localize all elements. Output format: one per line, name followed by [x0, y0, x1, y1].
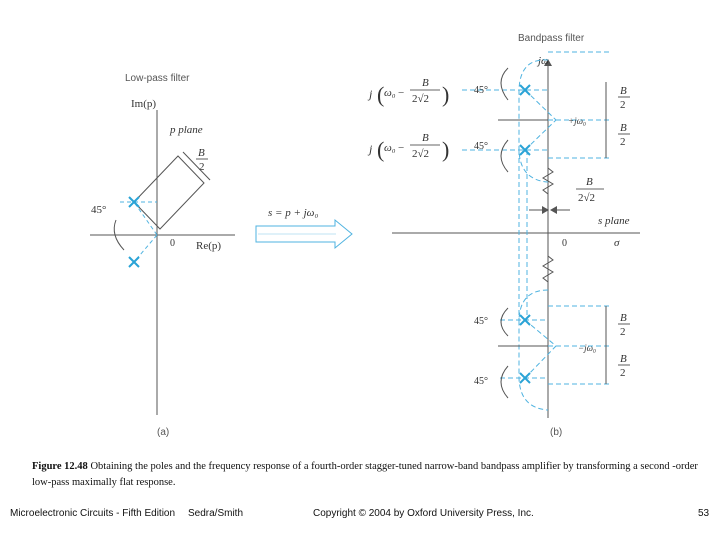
svg-text:2: 2 — [620, 367, 626, 379]
svg-text:(: ( — [377, 82, 385, 107]
svg-text:2√2: 2√2 — [412, 148, 430, 160]
panel-a-title: Low-pass filter — [125, 73, 190, 84]
caption-text: Obtaining the poles and the frequency response of a fourth-order stagger-tuned narrow-band bandpass amplifier by transforming a second -order low-pass maximally flat response. — [32, 461, 698, 488]
panel-a-dim-num: B — [198, 147, 205, 159]
caption-figure-label: Figure 12.48 — [32, 461, 88, 472]
panel-b-angle-arc-1 — [501, 68, 508, 100]
panel-a-dim-den: 2 — [199, 161, 205, 173]
panel-b-angle-arc-4 — [501, 366, 508, 398]
footer-copyright: Copyright © 2004 by Oxford University Press, Inc. — [313, 508, 534, 519]
panel-b-neg-jw0-label: −jω₀ — [578, 343, 597, 353]
panel-a-x-axis-label: Re(p) — [196, 240, 222, 252]
panel-b-y-axis-label: jω — [538, 55, 549, 67]
panel-b-angle-2: 45° — [474, 141, 488, 152]
panel-b-lower-circle — [519, 290, 548, 410]
panel-b-sub-label: (b) — [550, 427, 563, 438]
panel-b-pole-expr-lower — [367, 132, 449, 162]
panel-a-box — [134, 156, 204, 229]
panel-b-half-b-upper-1 — [618, 85, 630, 111]
figure-caption — [32, 459, 704, 491]
svg-text:2√2: 2√2 — [578, 192, 596, 204]
panel-b — [367, 33, 640, 438]
transform-label: s = p + jω₀ — [268, 207, 319, 219]
svg-text:(: ( — [377, 137, 385, 162]
panel-b-pole-expr-upper — [367, 77, 449, 107]
panel-a-dash-radial-upper — [134, 202, 157, 235]
footer-authors: Sedra/Smith — [188, 508, 244, 519]
panel-a-plane-label: p plane — [170, 124, 203, 136]
svg-text:2: 2 — [620, 326, 626, 338]
footer-page-number: 53 — [698, 508, 710, 519]
panel-a-y-axis-label: Im(p) — [131, 98, 157, 110]
svg-text:B: B — [620, 85, 627, 97]
panel-a-angle-label: 45° — [91, 204, 107, 216]
panel-a-sub-label: (a) — [157, 427, 170, 438]
panel-b-angle-arc-2 — [501, 140, 508, 172]
svg-text:j: j — [369, 142, 373, 156]
panel-b-title: Bandpass filter — [518, 33, 585, 44]
footer-book-title: Microelectronic Circuits - Fifth Edition — [10, 508, 176, 519]
panel-b-upper-circle — [519, 60, 548, 182]
svg-text:): ) — [442, 82, 450, 107]
svg-text:B: B — [620, 312, 627, 324]
svg-text:B: B — [422, 132, 429, 144]
svg-text:B: B — [422, 77, 429, 89]
panel-b-x-axis-label: σ — [614, 237, 620, 249]
svg-text:−: − — [398, 87, 405, 99]
svg-text:ω₀: ω₀ — [384, 87, 396, 99]
panel-a-origin-label: 0 — [170, 238, 175, 249]
panel-b-half-b-lower-1 — [618, 312, 630, 338]
svg-text:B: B — [620, 122, 627, 134]
svg-text:2: 2 — [620, 99, 626, 111]
svg-text:ω₀: ω₀ — [384, 142, 396, 154]
panel-b-jw0-label: +jω₀ — [568, 116, 587, 126]
panel-b-sigma-offset — [529, 168, 604, 282]
panel-b-half-b-lower-2 — [618, 353, 630, 379]
panel-b-angle-arc-3 — [501, 308, 508, 336]
svg-text:−: − — [398, 142, 405, 154]
transform-arrow — [256, 207, 352, 248]
panel-b-plane-label: s plane — [598, 215, 630, 227]
svg-text:B: B — [620, 353, 627, 365]
panel-b-angle-1: 45° — [474, 85, 488, 96]
panel-b-half-b-upper-2 — [618, 122, 630, 148]
svg-text:2: 2 — [620, 136, 626, 148]
svg-text:j: j — [369, 87, 373, 101]
panel-b-origin-label: 0 — [562, 238, 567, 249]
panel-b-angle-4: 45° — [474, 376, 488, 387]
svg-text:B: B — [586, 176, 593, 188]
panel-a-pole-lower — [129, 257, 139, 267]
panel-b-angle-3: 45° — [474, 316, 488, 327]
svg-text:2√2: 2√2 — [412, 93, 430, 105]
panel-a — [90, 73, 235, 438]
svg-text:): ) — [442, 137, 450, 162]
